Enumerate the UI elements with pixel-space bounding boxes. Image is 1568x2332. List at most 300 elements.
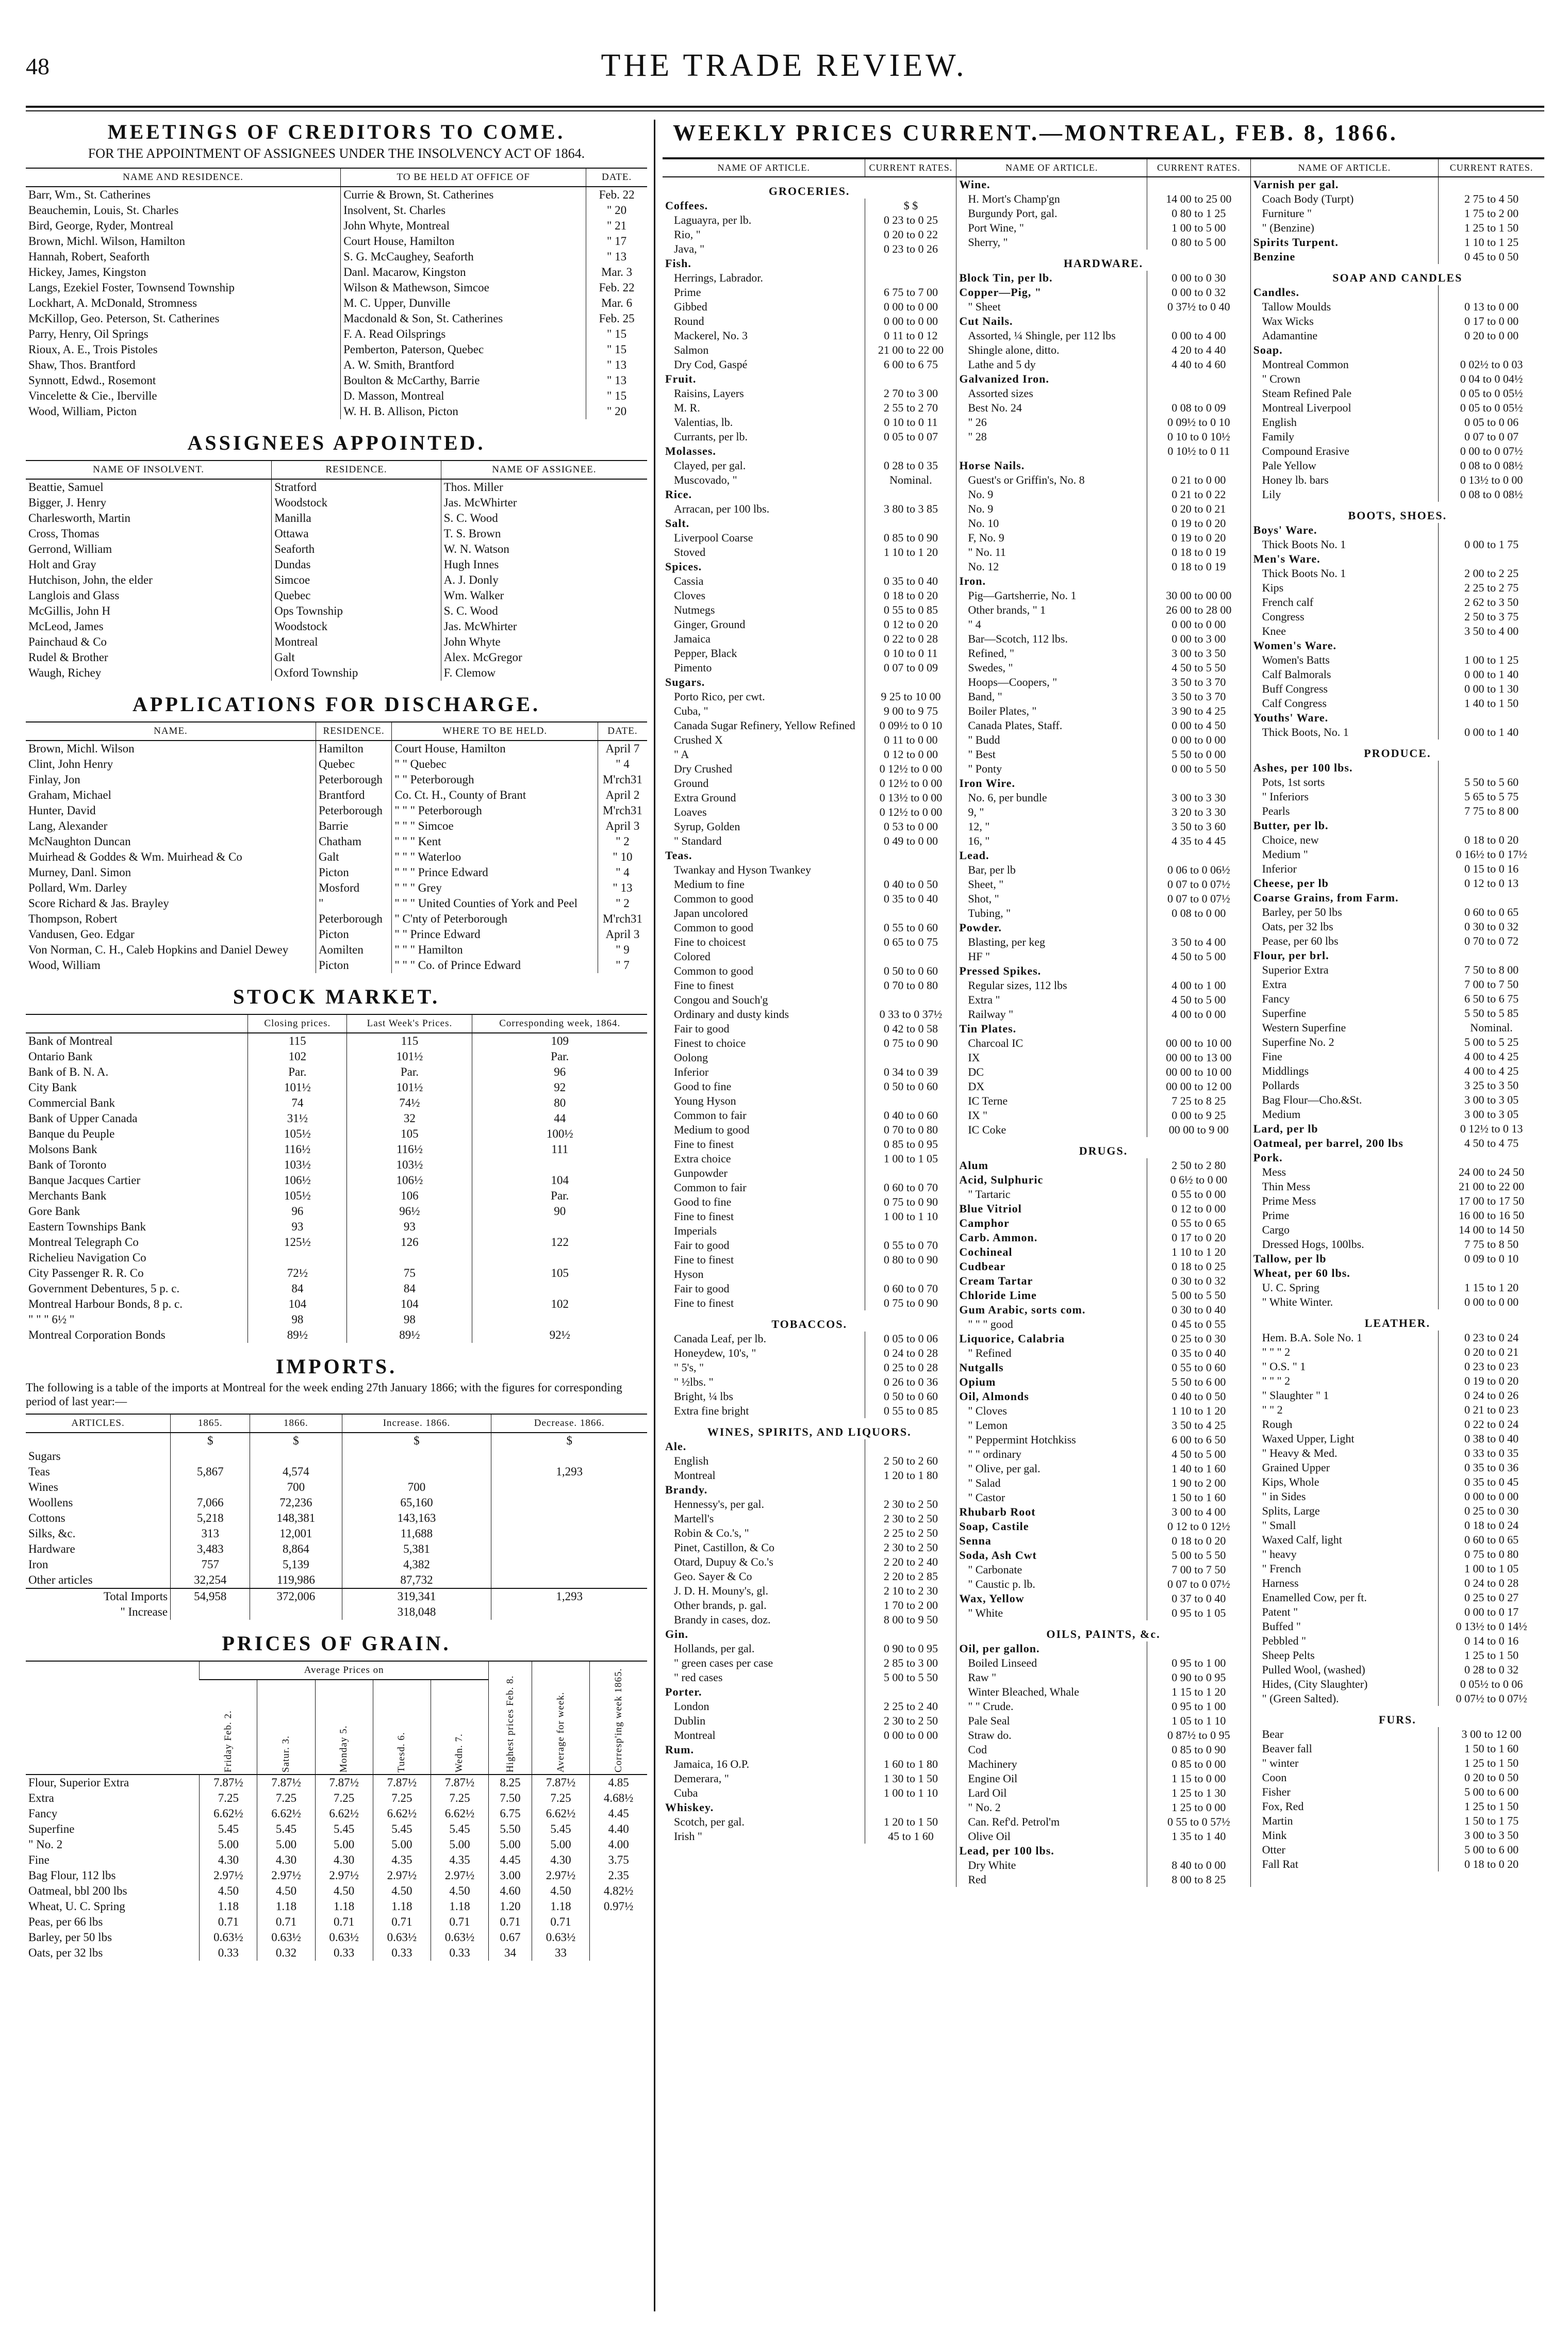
- article-name: Grained Upper: [1262, 1461, 1330, 1474]
- table-cell: Gerrond, William: [28, 543, 112, 555]
- table-cell: Lockhart, A. McDonald, Stromness: [28, 297, 197, 309]
- current-rate: 0 10½ to 0 11: [1147, 444, 1250, 458]
- table-cell: [472, 1157, 647, 1173]
- table-row: [26, 1142, 647, 1157]
- table-cell: " C'nty of Peterborough: [392, 911, 598, 927]
- table-row: [26, 249, 647, 265]
- price-row: [956, 892, 1250, 906]
- table-cell: 700: [342, 1480, 491, 1495]
- stock-table: [26, 1014, 647, 1343]
- current-rate: 0 00 to 0 00: [1439, 1295, 1544, 1309]
- price-row: [663, 1670, 956, 1685]
- table-cell: Cross, Thomas: [28, 527, 100, 540]
- col-header: 1866.: [250, 1414, 342, 1433]
- table-cell: M'rch31: [598, 911, 647, 927]
- table-cell: 125½: [248, 1235, 347, 1250]
- price-row: [663, 473, 956, 487]
- article-name: Winter Bleached, Whale: [968, 1685, 1079, 1698]
- article-name: Coffees.: [665, 199, 708, 212]
- article-name: Flour, per brl.: [1253, 949, 1329, 962]
- price-row: [956, 314, 1250, 329]
- current-rate: 4 40 to 4 60: [1147, 357, 1250, 372]
- current-rate: 0 65 to 0 75: [865, 935, 956, 949]
- table-cell: 4.68½: [590, 1791, 647, 1806]
- article-name: Boiler Plates, ": [968, 704, 1037, 717]
- current-rate: 0 35 to 0 45: [1439, 1475, 1544, 1489]
- article-name: Women's Ware.: [1253, 639, 1336, 652]
- table-cell: Hugh Innes: [441, 557, 647, 572]
- table-cell: 4.00: [590, 1837, 647, 1852]
- price-row: [1251, 1518, 1544, 1533]
- current-rate: 0 10 to 0 11: [865, 415, 956, 430]
- col-header: Friday Feb. 2.: [200, 1680, 257, 1775]
- price-row: [1251, 638, 1544, 653]
- table-cell: 4.35: [373, 1852, 431, 1868]
- current-rate: 0 10 to 0 10½: [1147, 430, 1250, 444]
- table-row: [26, 373, 647, 388]
- current-rate: 0 10 to 0 11: [865, 646, 956, 661]
- table-cell: 4,382: [342, 1557, 491, 1572]
- table-cell: 4,574: [250, 1464, 342, 1480]
- article-name: Pork.: [1253, 1151, 1283, 1164]
- article-name: Valentias, lb.: [674, 416, 733, 429]
- price-row: [956, 718, 1250, 733]
- table-cell: 0.71: [373, 1914, 431, 1930]
- table-cell: 6.62½: [373, 1806, 431, 1821]
- table-cell: " " " Grey: [392, 880, 598, 896]
- current-rate: 1 30 to 1 50: [865, 1771, 956, 1786]
- price-row: [663, 1389, 956, 1404]
- table-cell: Ops Township: [272, 603, 441, 619]
- article-name: Harness: [1262, 1576, 1299, 1589]
- current-rate: [1147, 574, 1250, 588]
- price-row: [663, 430, 956, 444]
- table-cell: 0.63½: [257, 1930, 315, 1945]
- price-row: [663, 271, 956, 285]
- price-row: [663, 444, 956, 458]
- current-rate: 0 85 to 0 90: [865, 531, 956, 545]
- current-rate: [865, 1743, 956, 1757]
- current-rate: 0 14 to 0 16: [1439, 1634, 1544, 1648]
- price-row: [663, 1555, 956, 1569]
- price-row: [956, 906, 1250, 921]
- table-row: [26, 603, 647, 619]
- article-name: Liquorice, Calabria: [959, 1332, 1065, 1345]
- current-rate: 0 00 to 9 25: [1147, 1108, 1250, 1123]
- table-row: [26, 1173, 647, 1188]
- article-name: Coach Body (Turpt): [1262, 192, 1354, 205]
- article-name: Rum.: [665, 1743, 694, 1756]
- current-rate: 2 20 to 2 40: [865, 1555, 956, 1569]
- price-row: [663, 1036, 956, 1050]
- table-cell: Hunter, David: [28, 804, 96, 817]
- article-name: Varnish per gal.: [1253, 178, 1339, 191]
- article-name: Salt.: [665, 517, 690, 530]
- price-row: [956, 1591, 1250, 1606]
- price-row: [1251, 1194, 1544, 1208]
- price-row: [663, 285, 956, 300]
- article-name: Assorted, ¼ Shingle, per 112 lbs: [968, 329, 1116, 342]
- col-header: DATE.: [586, 168, 647, 187]
- table-cell: Bank of B. N. A.: [28, 1065, 109, 1078]
- article-name: Crushed X: [674, 733, 723, 746]
- current-rate: 2 30 to 2 50: [865, 1714, 956, 1728]
- current-rate: 45 to 1 60: [865, 1829, 956, 1844]
- article-name: London: [674, 1700, 709, 1713]
- table-cell: 93: [248, 1219, 347, 1235]
- article-name: Cuba, ": [674, 704, 708, 717]
- table-row: [26, 187, 647, 203]
- current-rate: 0 07 to 0 07: [1439, 430, 1544, 444]
- price-row: [956, 1620, 1250, 1641]
- price-row: [956, 964, 1250, 978]
- article-name: Cod: [968, 1743, 987, 1756]
- table-cell: April 2: [598, 787, 647, 803]
- price-row: [956, 502, 1250, 516]
- current-rate: [1147, 1022, 1250, 1036]
- table-cell: 3,483: [171, 1541, 250, 1557]
- table-cell: 65,160: [342, 1495, 491, 1510]
- table-cell: Eastern Townships Bank: [28, 1220, 146, 1233]
- price-row: [663, 545, 956, 560]
- article-name: Tubing, ": [968, 907, 1011, 919]
- current-rate: [1147, 921, 1250, 935]
- article-name: Herrings, Labrador.: [674, 271, 763, 284]
- article-name: [956, 444, 1147, 458]
- table-row: [26, 1049, 647, 1064]
- current-rate: 4 00 to 1 00: [1147, 978, 1250, 993]
- price-row: [1251, 948, 1544, 963]
- article-name: Port Wine, ": [968, 221, 1024, 234]
- col-header: NAME OF INSOLVENT.: [26, 461, 272, 479]
- table-cell: Barr, Wm., St. Catherines: [28, 188, 151, 201]
- current-rate: 1 10 to 1 20: [865, 545, 956, 560]
- table-cell: 0.63½: [431, 1930, 488, 1945]
- current-rate: 3 50 to 4 00: [1147, 935, 1250, 949]
- price-row: [956, 372, 1250, 386]
- current-rate: 1 35 to 1 40: [1147, 1829, 1250, 1844]
- table-cell: Galt: [316, 849, 391, 865]
- price-row: [1251, 1533, 1544, 1547]
- table-cell: 3.75: [590, 1852, 647, 1868]
- current-rate: 0 55 to 0 70: [865, 1238, 956, 1253]
- article-name: Alum: [959, 1159, 988, 1172]
- article-name: Superior Extra: [1262, 963, 1329, 976]
- price-row: [663, 805, 956, 819]
- table-cell: 1.18: [200, 1899, 257, 1914]
- table-cell: Bag Flour, 112 lbs: [28, 1869, 116, 1882]
- price-row: [1251, 790, 1544, 804]
- article-name: Extra Ground: [674, 791, 736, 804]
- table-row: [26, 1157, 647, 1173]
- current-rate: 0 13½ to 0 00: [865, 791, 956, 805]
- price-row: [956, 300, 1250, 314]
- imports-increase-row: [26, 1604, 647, 1620]
- table-row: [26, 388, 647, 404]
- current-rate: 00 00 to 13 00: [1147, 1050, 1250, 1065]
- current-rate: [1439, 177, 1544, 192]
- current-rate: 8 00 to 8 25: [1147, 1873, 1250, 1887]
- current-rate: 4 35 to 4 45: [1147, 834, 1250, 848]
- price-row: [956, 1050, 1250, 1065]
- table-cell: " " Peterborough: [392, 772, 598, 787]
- article-name: " Peppermint Hotchkiss: [968, 1433, 1076, 1446]
- article-name: Fine to finest: [674, 1253, 734, 1266]
- col-header: [26, 1014, 248, 1033]
- current-rate: [865, 516, 956, 531]
- article-name: Coarse Grains, from Farm.: [1253, 891, 1399, 904]
- table-cell: 74: [248, 1095, 347, 1111]
- table-cell: " " Quebec: [392, 757, 598, 772]
- col-header: Satur. 3.: [257, 1680, 315, 1775]
- article-name: Dressed Hogs, 100lbs.: [1262, 1238, 1364, 1251]
- article-name: Clayed, per gal.: [674, 459, 746, 472]
- article-name: 9, ": [968, 806, 984, 818]
- article-name: Otard, Dupuy & Co.'s: [674, 1555, 773, 1568]
- current-rate: 0 13½ to 0 00: [1439, 473, 1544, 487]
- price-row: [663, 1685, 956, 1699]
- table-cell: 103½: [347, 1157, 472, 1173]
- table-cell: 1.18: [431, 1899, 488, 1914]
- table-cell: Montreal Corporation Bonds: [28, 1328, 166, 1341]
- price-row: [1251, 1460, 1544, 1475]
- price-row: [1251, 1576, 1544, 1590]
- table-cell: Pemberton, Paterson, Quebec: [341, 342, 586, 357]
- table-cell: Par.: [347, 1064, 472, 1080]
- current-rate: 2 25 to 2 75: [1439, 581, 1544, 595]
- article-name: Honeydew, 10's, ": [674, 1346, 756, 1359]
- table-cell: 6.62½: [532, 1806, 589, 1821]
- table-cell: 126: [347, 1235, 472, 1250]
- article-name: Horse Nails.: [959, 459, 1025, 472]
- table-cell: Parry, Henry, Oil Springs: [28, 327, 148, 340]
- table-cell: 5.00: [315, 1837, 373, 1852]
- article-name: Boiled Linseed: [968, 1656, 1037, 1669]
- table-cell: " " " Waterloo: [392, 849, 598, 865]
- price-row: [1251, 1562, 1544, 1576]
- current-rate: 1 50 to 1 60: [1147, 1490, 1250, 1505]
- current-rate: 0 23 to 0 25: [865, 213, 956, 227]
- current-rate: 2 30 to 2 50: [865, 1540, 956, 1555]
- current-rate: 1 00 to 1 05: [865, 1152, 956, 1166]
- article-name: " Slaughter " 1: [1262, 1389, 1329, 1402]
- article-name: " Small: [1262, 1519, 1296, 1532]
- current-rate: $ $: [865, 199, 956, 213]
- table-cell: 5.50: [489, 1821, 532, 1837]
- table-row: [26, 588, 647, 603]
- current-rate: [865, 1094, 956, 1108]
- price-row: [956, 458, 1250, 473]
- table-cell: Picton: [316, 865, 391, 880]
- increase-value: 318,048: [342, 1604, 491, 1620]
- article-name: Bear: [1262, 1728, 1284, 1740]
- article-name: " Standard: [674, 834, 722, 847]
- price-row: [1251, 1345, 1544, 1359]
- price-row: [956, 776, 1250, 791]
- table-cell: Co. Ct. H., County of Brant: [392, 787, 598, 803]
- table-cell: 31½: [248, 1111, 347, 1126]
- table-cell: 700: [250, 1480, 342, 1495]
- col-header: Average for week.: [532, 1661, 589, 1775]
- table-cell: 4.30: [532, 1852, 589, 1868]
- current-rate: 0 18 to 0 24: [1439, 1518, 1544, 1533]
- current-rate: [1439, 818, 1544, 833]
- table-cell: Galt: [272, 650, 441, 665]
- table-cell: 5.45: [431, 1821, 488, 1837]
- current-rate: [1439, 285, 1544, 300]
- price-row: [663, 1786, 956, 1800]
- current-rate: 0 25 to 0 28: [865, 1360, 956, 1375]
- table-cell: McGillis, John H: [28, 604, 111, 617]
- price-row: [956, 603, 1250, 617]
- table-cell: S. G. McCaughey, Seaforth: [341, 249, 586, 265]
- current-rate: 0 05 to 0 06: [1439, 415, 1544, 430]
- current-rate: 0 75 to 0 90: [865, 1296, 956, 1310]
- article-name: Hoops—Coopers, ": [968, 676, 1058, 688]
- current-rate: 1 25 to 0 00: [1147, 1800, 1250, 1815]
- price-row: [1251, 1706, 1544, 1727]
- price-row: [956, 1786, 1250, 1800]
- table-cell: [491, 1541, 647, 1557]
- table-cell: 2.97½: [257, 1868, 315, 1883]
- table-cell: 8,864: [250, 1541, 342, 1557]
- price-row: [663, 1094, 956, 1108]
- current-rate: 0 95 to 1 00: [1147, 1656, 1250, 1670]
- price-row: [663, 256, 956, 271]
- article-name: Fruit.: [665, 372, 697, 385]
- current-rate: 4 00 to 0 00: [1147, 1007, 1250, 1022]
- table-row: [26, 1510, 647, 1526]
- table-cell: 74½: [347, 1095, 472, 1111]
- current-rate: 1 00 to 1 10: [865, 1786, 956, 1800]
- price-row: [1251, 415, 1544, 430]
- price-row: [1251, 1136, 1544, 1151]
- current-rate: 3 00 to 3 05: [1439, 1107, 1544, 1122]
- table-cell: W. N. Watson: [441, 541, 647, 557]
- price-row: [1251, 1619, 1544, 1634]
- current-rate: 8 00 to 9 50: [865, 1613, 956, 1627]
- current-rate: 3 90 to 4 25: [1147, 704, 1250, 718]
- table-row: [26, 619, 647, 634]
- price-row: [1251, 1266, 1544, 1280]
- current-rate: 4 00 to 4 25: [1439, 1064, 1544, 1078]
- table-cell: Feb. 22: [586, 187, 647, 203]
- table-row: [26, 526, 647, 541]
- price-row: [1251, 264, 1544, 285]
- table-cell: [347, 1250, 472, 1266]
- article-name: " " " good: [968, 1318, 1013, 1331]
- current-rate: 5 00 to 5 50: [1147, 1548, 1250, 1563]
- imports-units-row: [26, 1433, 647, 1449]
- table-cell: 7.25: [373, 1791, 431, 1806]
- category-heading: FURS.: [1378, 1713, 1416, 1726]
- top-rule-thin: [26, 110, 1544, 111]
- table-cell: Currie & Brown, St. Catherines: [341, 187, 586, 203]
- current-rate: 5 50 to 5 85: [1439, 1006, 1544, 1021]
- current-rate: 0 30 to 0 40: [1147, 1303, 1250, 1317]
- price-row: [663, 242, 956, 256]
- article-name: Inferior: [674, 1065, 709, 1078]
- price-row: [663, 401, 956, 415]
- current-rate: 0 23 to 0 24: [1439, 1331, 1544, 1345]
- article-name: Senna: [959, 1534, 992, 1547]
- current-rate: 0 37 to 0 40: [1147, 1591, 1250, 1606]
- article-name: Bag Flour—Cho.&St.: [1262, 1093, 1362, 1106]
- article-name: Syrup, Golden: [674, 820, 740, 833]
- current-rate: 0 20 to 0 21: [1147, 502, 1250, 516]
- article-name: H. Mort's Champ'gn: [968, 192, 1060, 205]
- article-name: " Carbonate: [968, 1563, 1022, 1576]
- stock-title: STOCK MARKET.: [233, 985, 440, 1008]
- col-header: ARTICLES.: [26, 1414, 171, 1433]
- price-row: [1251, 992, 1544, 1006]
- price-row: [956, 1800, 1250, 1815]
- weekly-prices: [663, 157, 1544, 1887]
- table-cell: Gore Bank: [28, 1205, 80, 1218]
- table-cell: 7.87½: [257, 1775, 315, 1791]
- article-name: Bright, ¼ lbs: [674, 1390, 733, 1403]
- article-name: Oatmeal, per barrel, 200 lbs: [1253, 1137, 1404, 1149]
- current-rate: 0 09 to 0 10: [1439, 1252, 1544, 1266]
- article-name: Raw ": [968, 1671, 997, 1684]
- table-row: [26, 1480, 647, 1495]
- table-cell: Quebec: [316, 757, 391, 772]
- current-rate: 3 50 to 3 60: [1147, 819, 1250, 834]
- table-row: [26, 880, 647, 896]
- price-row: [1251, 1432, 1544, 1446]
- table-cell: Par.: [472, 1049, 647, 1064]
- table-cell: Peterborough: [316, 772, 391, 787]
- price-row: [956, 1245, 1250, 1259]
- article-name: Currants, per lb.: [674, 430, 748, 443]
- current-rate: 14 00 to 14 50: [1439, 1223, 1544, 1237]
- table-cell: F. Clemow: [441, 665, 647, 681]
- table-cell: [171, 1480, 250, 1495]
- article-name: Cuba: [674, 1786, 698, 1799]
- price-row: [956, 1065, 1250, 1079]
- price-row: [663, 1714, 956, 1728]
- price-row: [663, 921, 956, 935]
- current-rate: 0 12½ to 0 00: [865, 805, 956, 819]
- table-cell: 7,066: [171, 1495, 250, 1510]
- table-cell: 5.00: [257, 1837, 315, 1852]
- table-cell: 104: [248, 1296, 347, 1312]
- table-row: [26, 1852, 647, 1868]
- price-row: [956, 430, 1250, 444]
- col-header: Tuesd. 6.: [373, 1680, 431, 1775]
- article-name: Porto Rico, per cwt.: [674, 690, 765, 703]
- price-row: [956, 1404, 1250, 1418]
- table-row: [26, 1204, 647, 1219]
- price-row: [663, 1627, 956, 1641]
- current-rate: 5 00 to 5 50: [865, 1670, 956, 1685]
- current-rate: [1439, 761, 1544, 775]
- article-name: Dublin: [674, 1714, 706, 1727]
- table-cell: 12,001: [250, 1526, 342, 1541]
- current-rate: 6 75 to 7 00: [865, 285, 956, 300]
- table-cell: Mar. 6: [586, 295, 647, 311]
- current-rate: 2 50 to 3 75: [1439, 610, 1544, 624]
- current-rate: 7 75 to 8 00: [1439, 804, 1544, 818]
- current-rate: 0 18 to 0 20: [1439, 1857, 1544, 1871]
- article-name: Fine: [1262, 1050, 1282, 1063]
- current-rate: 0 20 to 0 21: [1439, 1345, 1544, 1359]
- table-cell: 5.45: [200, 1821, 257, 1837]
- price-row: [1251, 1374, 1544, 1388]
- article-name: 16, ": [968, 834, 990, 847]
- discharge-table: [26, 721, 647, 973]
- table-row: [26, 1945, 647, 1961]
